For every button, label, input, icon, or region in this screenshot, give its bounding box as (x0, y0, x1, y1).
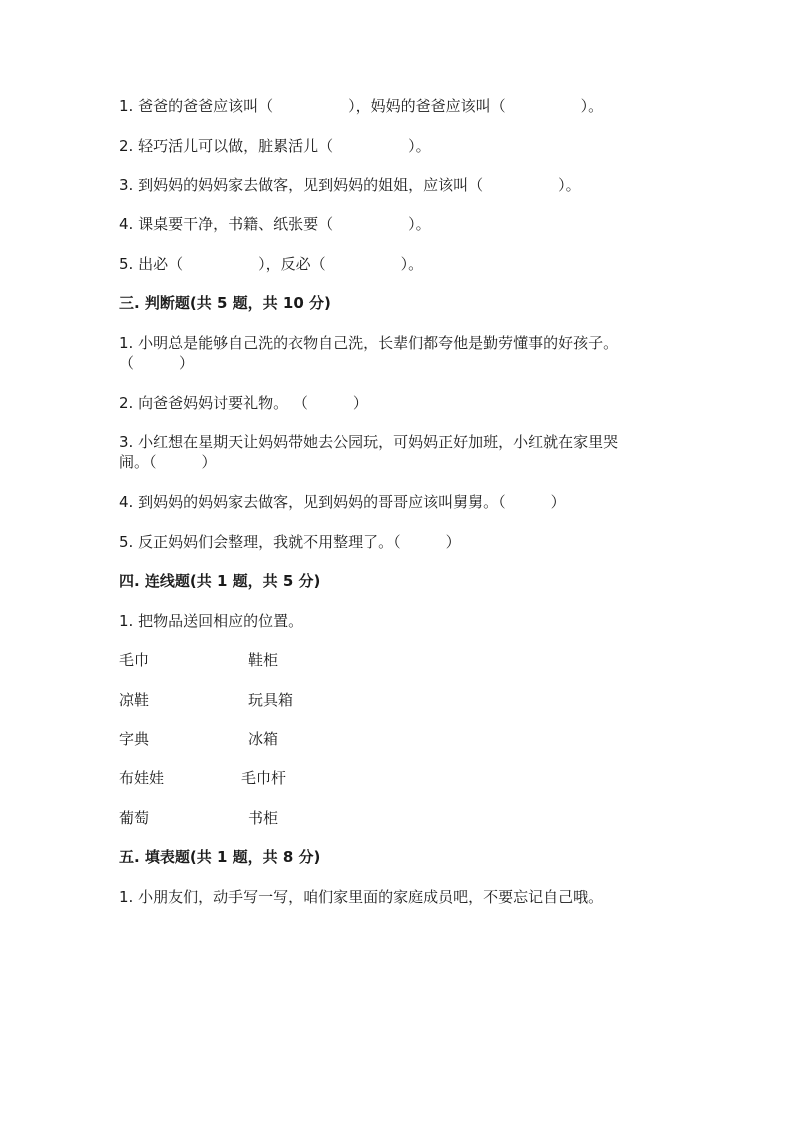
section-5-heading: 五. 填表题(共 1 题，共 8 分) (119, 848, 321, 866)
table-question: 1. 小朋友们，动手写一写，咱们家里面的家庭成员吧，不要忘记自己哦。 (119, 888, 604, 906)
judge-q3-line1: 3. 小红想在星期天让妈妈带她去公园玩，可妈妈正好加班，小红就在家里哭 (119, 433, 619, 451)
judge-q1-line2: （ ） (119, 354, 195, 372)
matching-right-item: 玩具箱 (248, 691, 294, 709)
matching-right-item: 冰箱 (248, 730, 279, 748)
matching-left-item: 葡萄 (119, 809, 150, 827)
matching-right-item: 鞋柜 (248, 651, 279, 669)
matching-left-item: 凉鞋 (119, 691, 150, 709)
matching-right-item: 毛巾杆 (241, 769, 287, 787)
fill-blank-q3: 3. 到妈妈的妈妈家去做客，见到妈妈的姐姐，应该叫（ ）。 (119, 176, 581, 194)
section-4-heading: 四. 连线题(共 1 题，共 5 分) (119, 572, 321, 590)
fill-blank-q4: 4. 课桌要干净，书籍、纸张要（ ）。 (119, 215, 431, 233)
fill-blank-q5: 5. 出必（ ），反必（ ）。 (119, 255, 424, 273)
fill-blank-q1: 1. 爸爸的爸爸应该叫（ ），妈妈的爸爸应该叫（ ）。 (119, 97, 604, 115)
judge-q1-line1: 1. 小明总是能够自己洗的衣物自己洗，长辈们都夸他是勤劳懂事的好孩子。 (119, 334, 619, 352)
matching-question: 1. 把物品送回相应的位置。 (119, 612, 304, 630)
matching-left-item: 毛巾 (119, 651, 150, 669)
judge-q4: 4. 到妈妈的妈妈家去做客，见到妈妈的哥哥应该叫舅舅。（ ） (119, 493, 566, 511)
judge-q3-line2: 闹。（ ） (119, 453, 217, 471)
fill-blank-q2: 2. 轻巧活儿可以做，脏累活儿（ ）。 (119, 137, 431, 155)
judge-q5: 5. 反正妈妈们会整理，我就不用整理了。（ ） (119, 533, 461, 551)
matching-right-item: 书柜 (248, 809, 279, 827)
section-3-heading: 三. 判断题(共 5 题，共 10 分) (119, 294, 331, 312)
matching-left-item: 字典 (119, 730, 150, 748)
matching-left-item: 布娃娃 (119, 769, 165, 787)
judge-q2: 2. 向爸爸妈妈讨要礼物。 （ ） (119, 394, 368, 412)
